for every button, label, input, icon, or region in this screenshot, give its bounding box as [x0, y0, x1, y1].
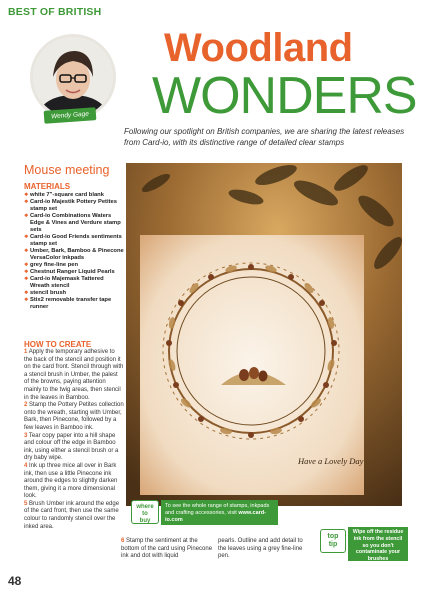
- step-number: 1: [24, 349, 28, 355]
- page-number: 48: [8, 574, 22, 588]
- card-photo: [126, 163, 402, 506]
- where-to-buy-badge: [131, 500, 159, 524]
- badge-word: where: [136, 504, 154, 510]
- badge-word: tip: [328, 541, 338, 548]
- project-heading: Mouse meeting: [24, 163, 110, 177]
- step-text: Brush Umber ink around the edge of the card front, then use the same colour to randomly stencil over the inked area.: [24, 500, 120, 530]
- badge-word: to: [142, 511, 148, 517]
- wreath-card-icon: [126, 163, 402, 506]
- how-to-heading: HOW TO CREATE: [24, 340, 92, 349]
- where-to-buy-box: [161, 500, 278, 525]
- top-tip-box: Wipe off the residue ink from the stencil so you don't contaminate your brushes: [348, 527, 408, 561]
- material-item: ❖ Card-io Majemask Tattered Wreath stencil: [24, 276, 124, 290]
- step-item: [24, 433, 124, 463]
- step-item: [24, 402, 124, 432]
- step-text: Stamp the sentiment at the bottom of the card using Pinecone ink and dot with liquid: [121, 538, 213, 560]
- step-item: [24, 501, 124, 531]
- author-name: Wendy Gage: [44, 107, 97, 124]
- materials-section: [24, 182, 124, 311]
- badge-word: buy: [139, 518, 151, 524]
- step-item: [121, 538, 213, 561]
- how-to-section: [24, 340, 124, 531]
- step-text: Apply the temporary adhesive to the back of the stencil and position it on the card front. Stencil through with a stencil brush in Umber, the palest of the browns, paying attention mainly to the twig areas, then stencil in the leaves in Bamboo.: [24, 349, 124, 401]
- step-text: Stamp the Pottery Petites collection onto the wreath, starting with Umber, Bark, then Pinecone, followed by a few leaves in Bamboo ink.: [24, 402, 124, 431]
- where-to-buy-text: To see the whole range of stamps, inkpads and crafting accessories, visit: [165, 503, 270, 516]
- step-number: 3: [24, 432, 28, 439]
- step-item: [24, 463, 124, 501]
- materials-heading: MATERIALS: [24, 182, 71, 191]
- page-title-line2: WONDERS: [152, 67, 417, 125]
- step-item: [24, 349, 124, 402]
- step-continuation: pearls. Outline and add detail to the leaves using a grey fine-line pen.: [218, 538, 303, 560]
- author-portrait-icon: [33, 37, 113, 117]
- material-item: ❖ white 7"-square card blank: [24, 192, 124, 199]
- material-item: ❖ grey fine-line pen: [24, 262, 124, 269]
- step-text: Tear copy paper into a hill shape and colour off the edge in Bamboo ink, using either a stencil brush or a dry baby wipe.: [24, 432, 119, 462]
- materials-list: [24, 192, 124, 311]
- step-number: 4: [24, 462, 28, 469]
- standfirst: Following our spotlight on British companies, we are sharing the latest releases from Card-io, with its distinctive range of detailed clear stamps: [124, 127, 405, 147]
- material-item: ❖ Card-io Combinations Waters Edge & Vines and Verdure stamp sets: [24, 213, 124, 234]
- project-title: [24, 163, 124, 177]
- step-text: Ink up three mice all over in Bark ink, then use a little Pinecone ink around the edges to slightly darken them, giving it a more dimensional look.: [24, 462, 118, 500]
- material-item: ❖ Stix2 removable transfer tape runner: [24, 297, 124, 311]
- material-item: ❖ Umber, Bark, Bamboo & Pinecone VersaColor inkpads: [24, 248, 124, 262]
- step-number: 2: [24, 402, 28, 409]
- top-tip-badge: [320, 529, 346, 553]
- material-item: ❖ stencil brush: [24, 290, 124, 297]
- avatar: [30, 34, 116, 120]
- section-label: BEST OF BRITISH: [8, 6, 102, 18]
- step-number: 5: [24, 500, 28, 507]
- step-number: 6: [121, 538, 125, 544]
- page-title-line1: Woodland: [164, 26, 353, 70]
- material-item: ❖ Chestnut Ranger Liquid Pearls: [24, 269, 124, 276]
- badge-word: top: [327, 533, 339, 540]
- card-sentiment: Have a Lovely Day: [298, 456, 364, 466]
- material-item: ❖ Card-io Majestik Pottery Petites stamp set: [24, 199, 124, 213]
- material-item: ❖ Card-io Good Friends sentiments stamp set: [24, 234, 124, 248]
- where-to-buy-link[interactable]: www.card-io.com: [165, 510, 266, 523]
